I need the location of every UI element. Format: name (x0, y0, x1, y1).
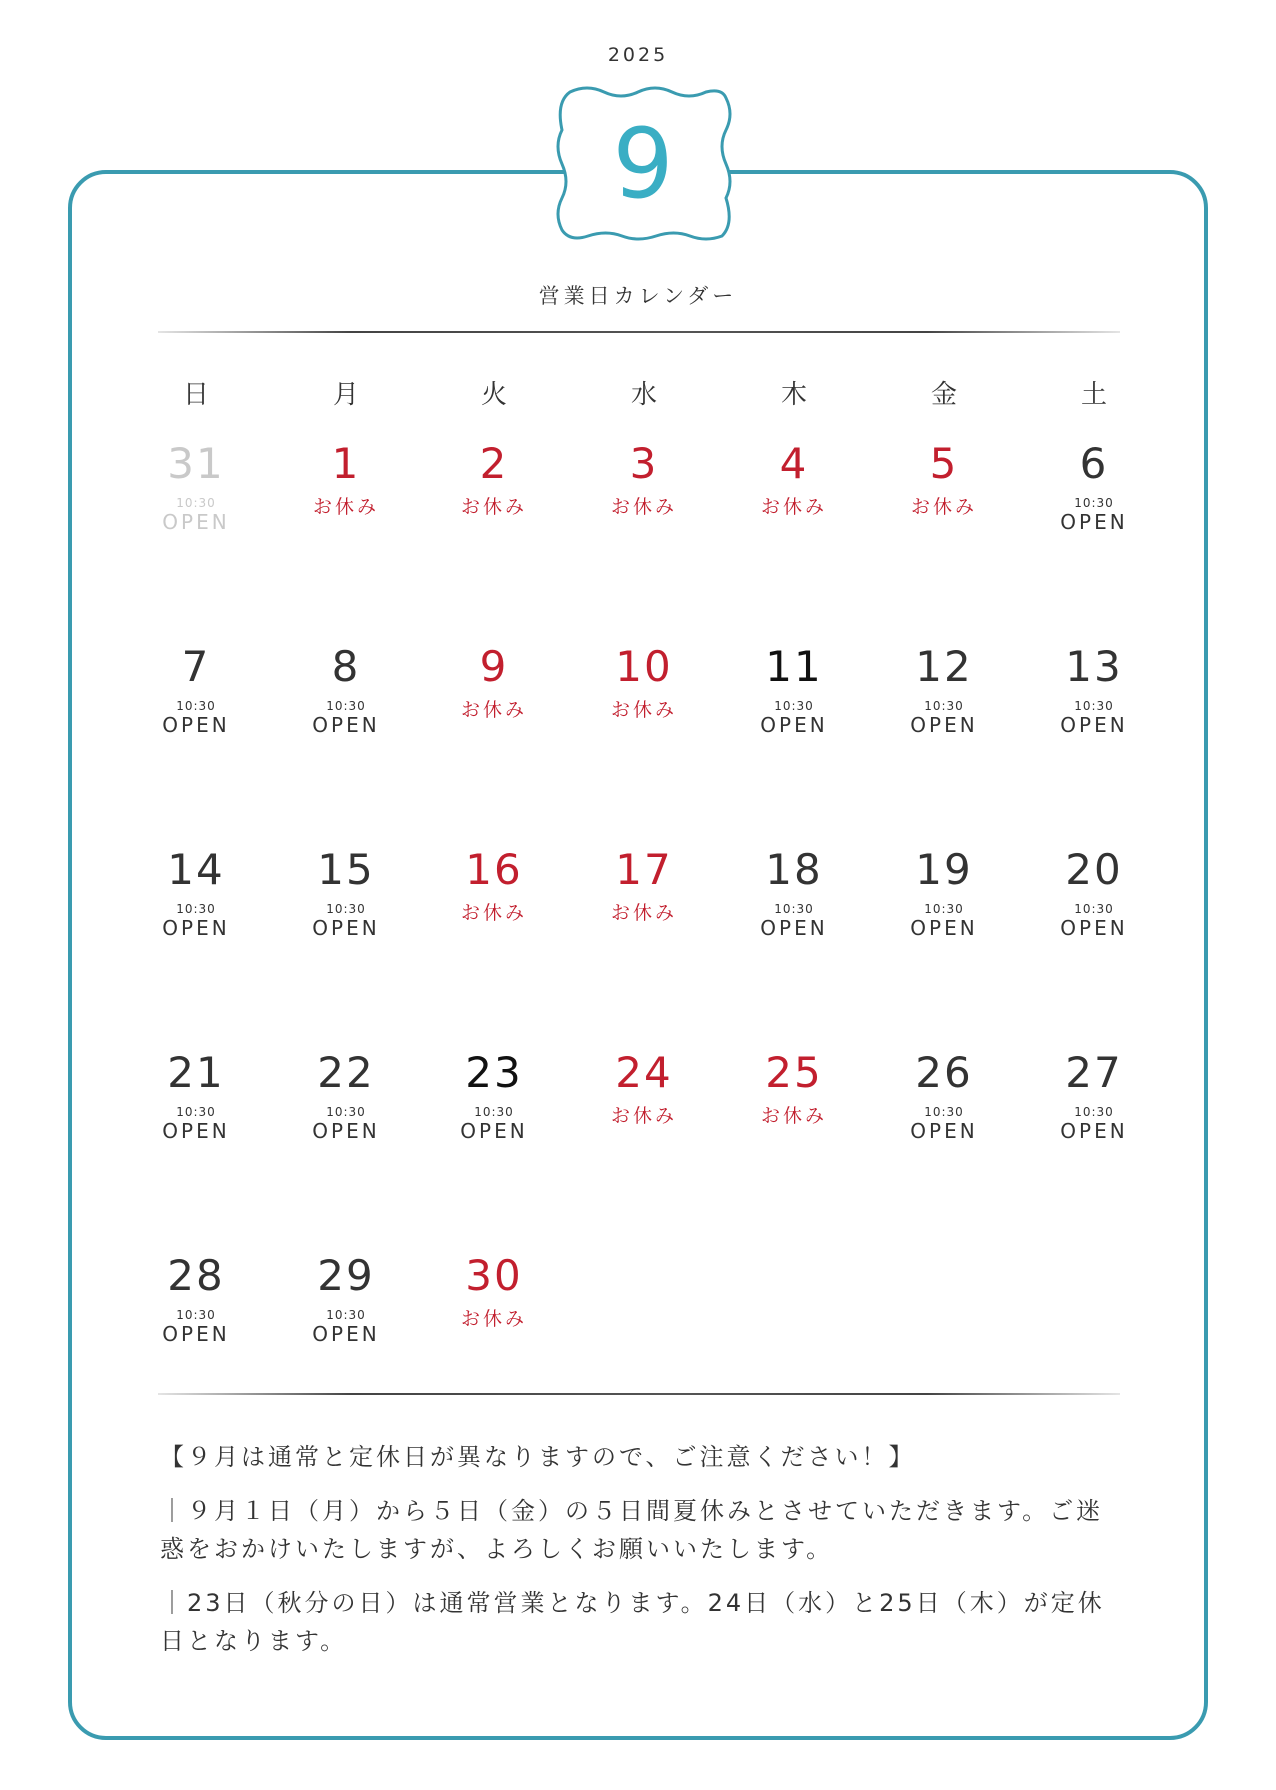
month-number: 9 (612, 108, 674, 220)
open-label: OPEN (1060, 1119, 1128, 1143)
day-number: 19 (915, 845, 973, 894)
open-label: OPEN (162, 713, 230, 737)
day-number: 28 (167, 1251, 225, 1300)
day-cell (1024, 1049, 1164, 1143)
open-label: OPEN (910, 1119, 978, 1143)
closed-label: お休み (610, 496, 677, 518)
day-number: 16 (465, 845, 523, 894)
day-cell (276, 846, 416, 940)
open-time: 10:30 (924, 699, 964, 713)
closed-label: お休み (610, 1105, 677, 1127)
open-label: OPEN (162, 1119, 230, 1143)
bottom-divider (158, 1393, 1120, 1395)
weekday-sat: 土 (1080, 380, 1107, 410)
day-cell (126, 1252, 266, 1346)
weekday-thu: 木 (780, 380, 807, 410)
open-label: OPEN (1060, 713, 1128, 737)
day-number: 22 (317, 1048, 375, 1097)
day-cell (276, 1049, 416, 1143)
day-number: 15 (317, 845, 375, 894)
day-cell (126, 643, 266, 737)
open-time: 10:30 (1074, 699, 1114, 713)
day-number: 11 (765, 642, 823, 691)
closed-label: お休み (910, 496, 977, 518)
notes-paragraph-2: ｜23日（秋分の日）は通常営業となります。24日（水）と25日（木）が定休日となります。 (160, 1589, 1105, 1655)
day-number: 23 (465, 1048, 523, 1097)
open-label: OPEN (162, 916, 230, 940)
open-label: OPEN (1060, 916, 1128, 940)
day-cell (424, 643, 564, 721)
open-label: OPEN (760, 916, 828, 940)
day-cell (1024, 440, 1164, 534)
open-label: OPEN (162, 510, 230, 534)
day-number: 20 (1065, 845, 1123, 894)
day-cell (1024, 846, 1164, 940)
open-time: 10:30 (326, 699, 366, 713)
day-cell (424, 440, 564, 518)
day-number: 9 (479, 642, 509, 691)
open-time: 10:30 (1074, 902, 1114, 916)
day-number: 24 (615, 1048, 673, 1097)
day-cell (126, 440, 266, 534)
open-time: 10:30 (774, 699, 814, 713)
weekday-fri: 金 (930, 380, 957, 410)
day-cell (574, 846, 714, 924)
open-label: OPEN (312, 1322, 380, 1346)
closed-label: お休み (610, 902, 677, 924)
day-number: 1 (331, 439, 361, 488)
day-number: 21 (167, 1048, 225, 1097)
open-time: 10:30 (176, 496, 216, 510)
page-title: 営業日カレンダー (538, 284, 738, 308)
day-cell (424, 1049, 564, 1143)
day-number: 10 (615, 642, 673, 691)
day-cell (574, 440, 714, 518)
day-cell (574, 1049, 714, 1127)
day-cell (724, 643, 864, 737)
day-number: 17 (615, 845, 673, 894)
day-number: 8 (331, 642, 361, 691)
notes-paragraph-1: ｜９月１日（月）から５日（金）の５日間夏休みとさせていただきます。ご迷惑をおかけいたしますが、よろしくお願いいたします。 (160, 1497, 1104, 1563)
weekday-sun: 日 (182, 380, 209, 410)
weekday-mon: 月 (332, 380, 359, 410)
closed-label: お休み (460, 699, 527, 721)
day-cell (126, 1049, 266, 1143)
closed-label: お休み (460, 496, 527, 518)
open-time: 10:30 (326, 902, 366, 916)
open-label: OPEN (460, 1119, 528, 1143)
day-number: 31 (167, 439, 225, 488)
closed-label: お休み (760, 496, 827, 518)
day-cell (874, 1049, 1014, 1143)
day-cell (276, 1252, 416, 1346)
open-time: 10:30 (176, 699, 216, 713)
open-time: 10:30 (774, 902, 814, 916)
day-number: 18 (765, 845, 823, 894)
day-cell (276, 440, 416, 518)
weekday-tue: 火 (480, 380, 507, 410)
open-label: OPEN (1060, 510, 1128, 534)
notes-heading: 【９月は通常と定休日が異なりますので、ご注意ください！】 (160, 1443, 916, 1471)
day-number: 26 (915, 1048, 973, 1097)
day-number: 6 (1079, 439, 1109, 488)
year-label: 2025 (607, 44, 669, 66)
open-time: 10:30 (474, 1105, 514, 1119)
day-number: 5 (929, 439, 959, 488)
weekday-wed: 水 (630, 380, 657, 410)
day-cell (724, 1049, 864, 1127)
day-cell (574, 643, 714, 721)
day-cell (724, 440, 864, 518)
open-time: 10:30 (1074, 1105, 1114, 1119)
day-cell (126, 846, 266, 940)
closed-label: お休み (610, 699, 677, 721)
open-time: 10:30 (1074, 496, 1114, 510)
open-time: 10:30 (326, 1308, 366, 1322)
day-cell (724, 846, 864, 940)
day-number: 13 (1065, 642, 1123, 691)
day-number: 25 (765, 1048, 823, 1097)
closed-label: お休み (460, 902, 527, 924)
day-cell (424, 1252, 564, 1330)
open-time: 10:30 (924, 1105, 964, 1119)
closed-label: お休み (312, 496, 379, 518)
day-cell (874, 846, 1014, 940)
day-number: 12 (915, 642, 973, 691)
notes-section (160, 1438, 1120, 1676)
day-number: 4 (779, 439, 809, 488)
day-number: 29 (317, 1251, 375, 1300)
open-label: OPEN (312, 1119, 380, 1143)
closed-label: お休み (460, 1308, 527, 1330)
open-time: 10:30 (176, 902, 216, 916)
day-number: 7 (181, 642, 211, 691)
top-divider (158, 331, 1120, 333)
open-time: 10:30 (176, 1308, 216, 1322)
day-cell (874, 440, 1014, 518)
day-number: 14 (167, 845, 225, 894)
day-number: 3 (629, 439, 659, 488)
open-label: OPEN (910, 916, 978, 940)
open-label: OPEN (312, 713, 380, 737)
month-badge (552, 84, 734, 246)
open-label: OPEN (760, 713, 828, 737)
day-cell (424, 846, 564, 924)
open-time: 10:30 (326, 1105, 366, 1119)
day-number: 30 (465, 1251, 523, 1300)
open-time: 10:30 (924, 902, 964, 916)
closed-label: お休み (760, 1105, 827, 1127)
day-cell (276, 643, 416, 737)
open-label: OPEN (162, 1322, 230, 1346)
day-number: 2 (479, 439, 509, 488)
open-label: OPEN (910, 713, 978, 737)
day-cell (874, 643, 1014, 737)
day-number: 27 (1065, 1048, 1123, 1097)
open-label: OPEN (312, 916, 380, 940)
open-time: 10:30 (176, 1105, 216, 1119)
day-cell (1024, 643, 1164, 737)
